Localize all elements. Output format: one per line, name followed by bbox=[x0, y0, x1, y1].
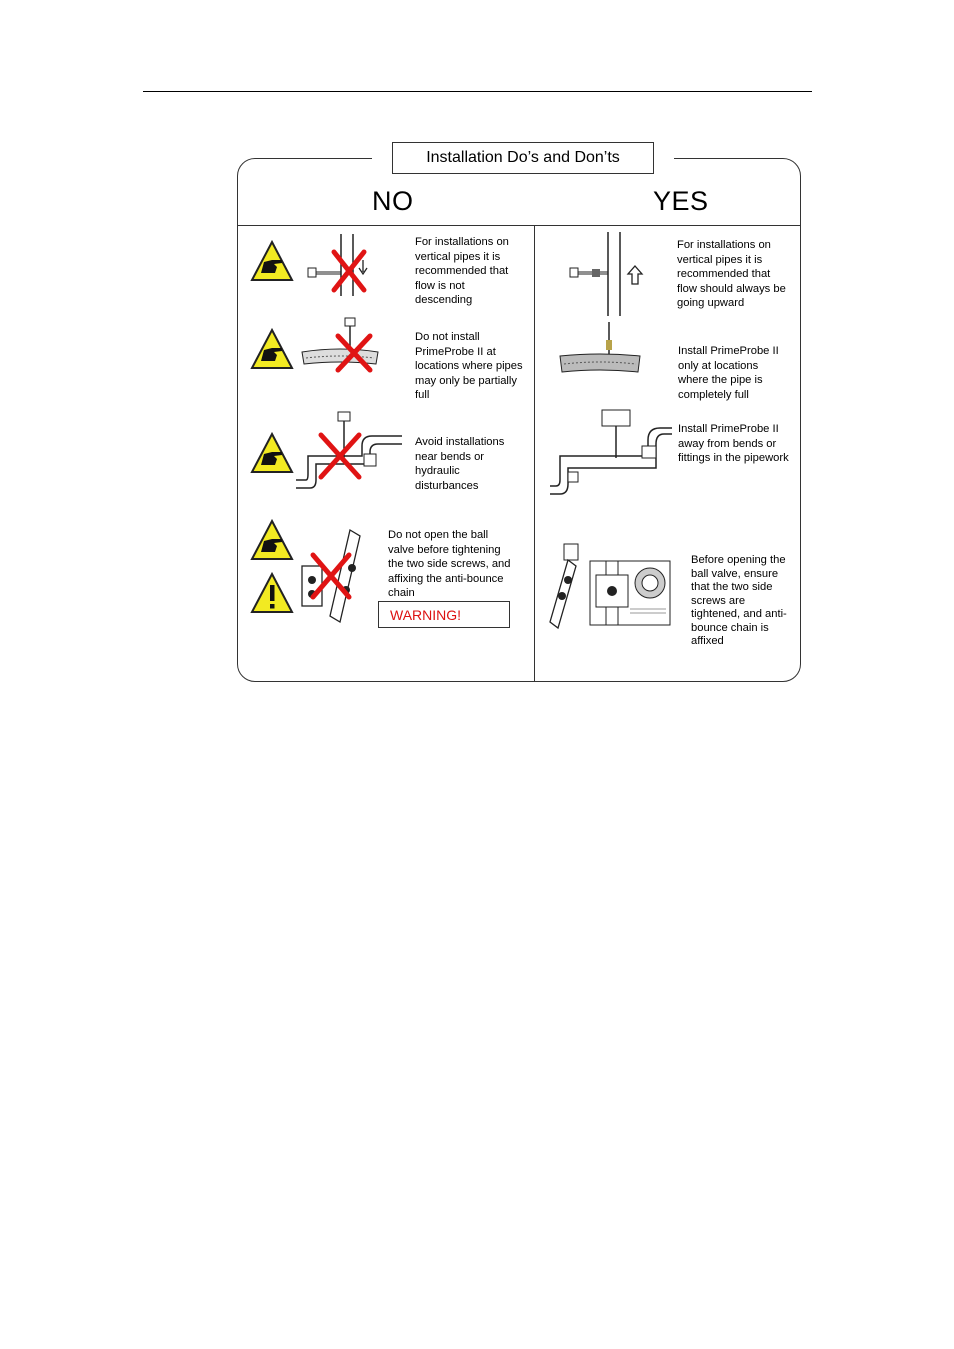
yes-item-2-text: Install PrimeProbe II only at locations where the pipe is completely full bbox=[678, 345, 779, 401]
hand-pointing-warning-icon bbox=[250, 328, 294, 370]
panel-title: Installation Do’s and Don’ts bbox=[392, 142, 654, 174]
warning-label: WARNING! bbox=[378, 601, 510, 628]
hand-pointing-warning-icon bbox=[250, 240, 294, 282]
header-divider bbox=[237, 225, 801, 226]
red-x-icon bbox=[334, 332, 374, 374]
page-header-rule bbox=[143, 91, 812, 92]
no-item-4-text: Do not open the ball valve before tightening the two side screws, and affixing the anti-bounce chain bbox=[388, 529, 511, 599]
hand-pointing-warning-icon bbox=[250, 432, 294, 474]
pipe-away-from-bend-diagram bbox=[546, 410, 672, 498]
exclamation-warning-icon bbox=[250, 572, 294, 614]
column-divider bbox=[534, 225, 535, 682]
yes-item-3-text: Install PrimeProbe II away from bends or fittings in the pipework bbox=[678, 423, 789, 464]
red-x-icon bbox=[330, 248, 368, 294]
hand-pointing-warning-icon bbox=[250, 519, 294, 561]
red-x-icon bbox=[308, 550, 354, 602]
yes-item-4-text: Before opening the ball valve, ensure that the two side screws are tightened, and anti-bounce chain is affixed bbox=[691, 554, 787, 647]
no-column-heading: NO bbox=[372, 186, 414, 216]
full-pipe-diagram bbox=[558, 322, 642, 376]
up-arrow-icon bbox=[625, 264, 645, 286]
valve-detail-diagram bbox=[590, 561, 670, 625]
no-item-3-text: Avoid installations near bends or hydraulic disturbances bbox=[415, 436, 505, 492]
yes-column-heading: YES bbox=[653, 186, 709, 216]
ball-valve-installed-diagram bbox=[546, 540, 586, 632]
red-x-icon bbox=[316, 430, 364, 482]
yes-item-1-text: For installations on vertical pipes it is recommended that flow should always be going upward bbox=[677, 239, 786, 309]
no-item-1-text: For installations on vertical pipes it is recommended that flow is not descending bbox=[415, 236, 509, 306]
no-item-2-text: Do not install PrimeProbe II at locations where pipes may only be partially full bbox=[415, 331, 523, 401]
